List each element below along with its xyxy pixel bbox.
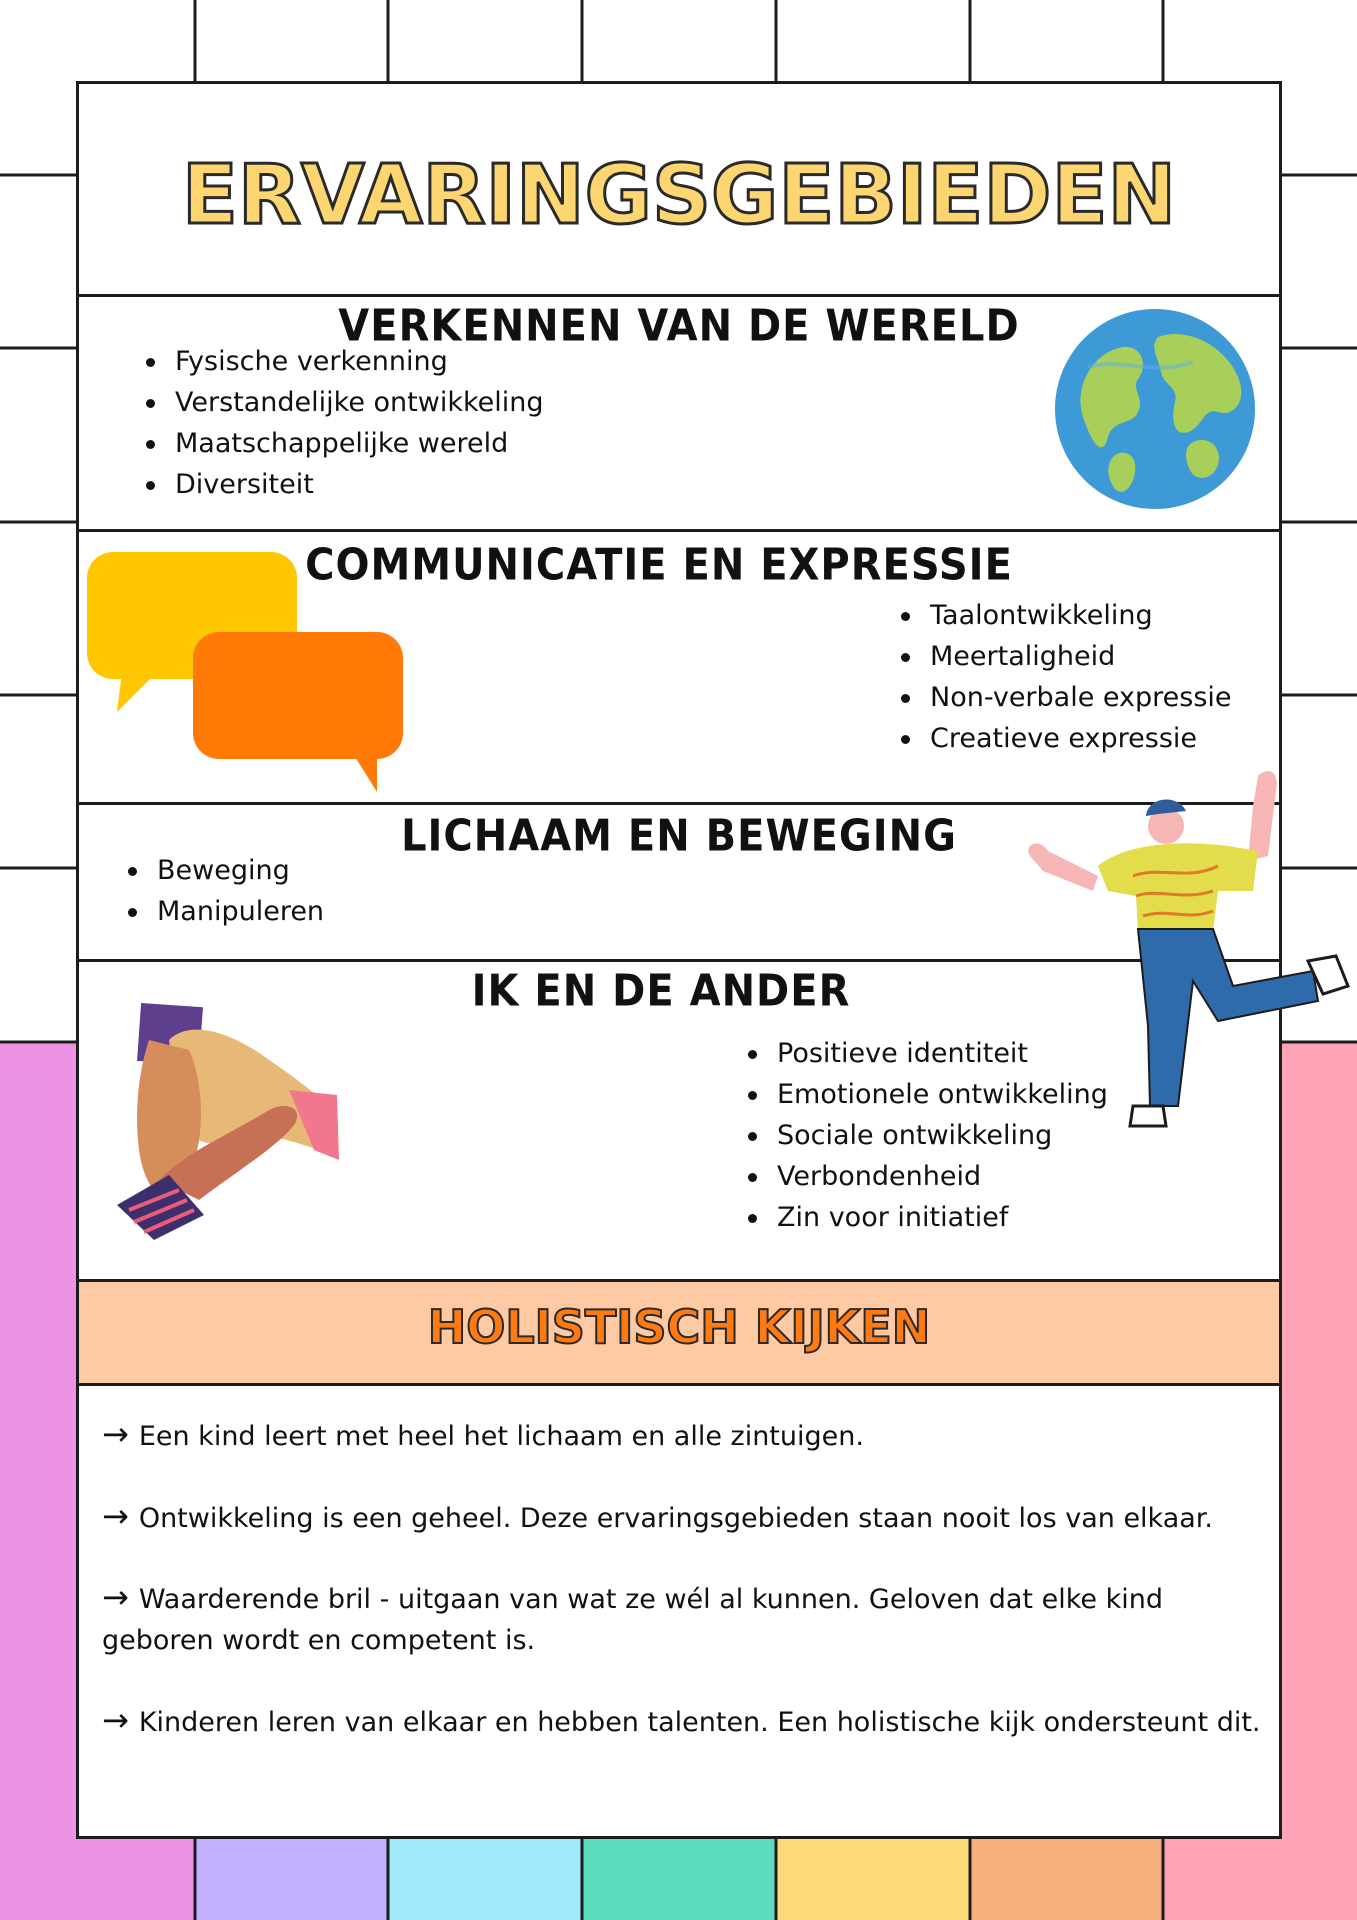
list-item: Sociale ontwikkeling: [777, 1115, 1108, 1156]
section-title-lichaam: LICHAAM EN BEWEGING: [401, 810, 957, 862]
list-item: Positieve identiteit: [777, 1033, 1108, 1074]
stripe-bottom: [1163, 1838, 1357, 1920]
section-title-wereld: VERKENNEN VAN DE WERELD: [338, 300, 1020, 352]
holistic-title: HOLISTISCH KIJKEN: [427, 1300, 931, 1354]
title-section: [79, 84, 1279, 297]
list-item: Non-verbale expressie: [930, 677, 1232, 718]
arrow-icon: →: [102, 1578, 129, 1616]
arrow-icon: →: [102, 1497, 129, 1535]
list-item: Fysische verkenning: [175, 341, 544, 382]
stacked-hands-icon: [109, 1000, 349, 1240]
stripe-bottom: [776, 1838, 970, 1920]
list-item: Zin voor initiatief: [777, 1197, 1108, 1238]
list-communicatie: [896, 595, 1232, 759]
section-title-ik: IK EN DE ANDER: [471, 965, 851, 1017]
stripe-right: [1280, 1042, 1357, 1920]
list-item: Manipuleren: [157, 891, 324, 932]
list-wereld: [141, 341, 544, 505]
list-item: Maatschappelijke wereld: [175, 423, 544, 464]
holistic-paragraph: → Ontwikkeling is een geheel. Deze ervaringsgebieden staan nooit los van elkaar.: [102, 1497, 1214, 1535]
list-item: Diversiteit: [175, 464, 544, 505]
list-lichaam: [123, 850, 324, 932]
holistic-banner: [79, 1279, 1279, 1386]
holistic-paragraph: → Waarderende bril - uitgaan van wat ze wél al kunnen. Geloven dat elke kind geboren wordt en competent is.: [102, 1578, 1163, 1656]
globe-icon: [1053, 307, 1257, 511]
list-item: Verstandelijke ontwikkeling: [175, 382, 544, 423]
list-item: Meertaligheid: [930, 636, 1232, 677]
stripe-left: [0, 1042, 78, 1920]
stripe-bottom: [970, 1838, 1163, 1920]
stripe-bottom: [0, 1838, 195, 1920]
arrow-icon: →: [102, 1415, 129, 1453]
section-communicatie: [79, 532, 1279, 805]
stripe-bottom: [195, 1838, 388, 1920]
arrow-icon: →: [102, 1701, 129, 1739]
list-item: Taalontwikkeling: [930, 595, 1232, 636]
holistic-paragraph: → Kinderen leren van elkaar en hebben talenten. Een holistische kijk ondersteunt dit.: [102, 1701, 1261, 1739]
stripe-bottom: [388, 1838, 582, 1920]
list-item: Emotionele ontwikkeling: [777, 1074, 1108, 1115]
section-title-communicatie: COMMUNICATIE EN EXPRESSIE: [305, 539, 1013, 591]
section-wereld: [79, 297, 1279, 532]
holistic-paragraph: → Een kind leert met heel het lichaam en alle zintuigen.: [102, 1415, 864, 1453]
list-item: Verbondenheid: [777, 1156, 1108, 1197]
jumping-person-icon: [1018, 766, 1354, 1134]
list-item: Creatieve expressie: [930, 718, 1232, 759]
list-item: Beweging: [157, 850, 324, 891]
page-title: ERVARINGSGEBIEDEN: [181, 148, 1177, 243]
speech-bubbles-icon: [87, 552, 407, 802]
stripe-bottom: [582, 1838, 776, 1920]
